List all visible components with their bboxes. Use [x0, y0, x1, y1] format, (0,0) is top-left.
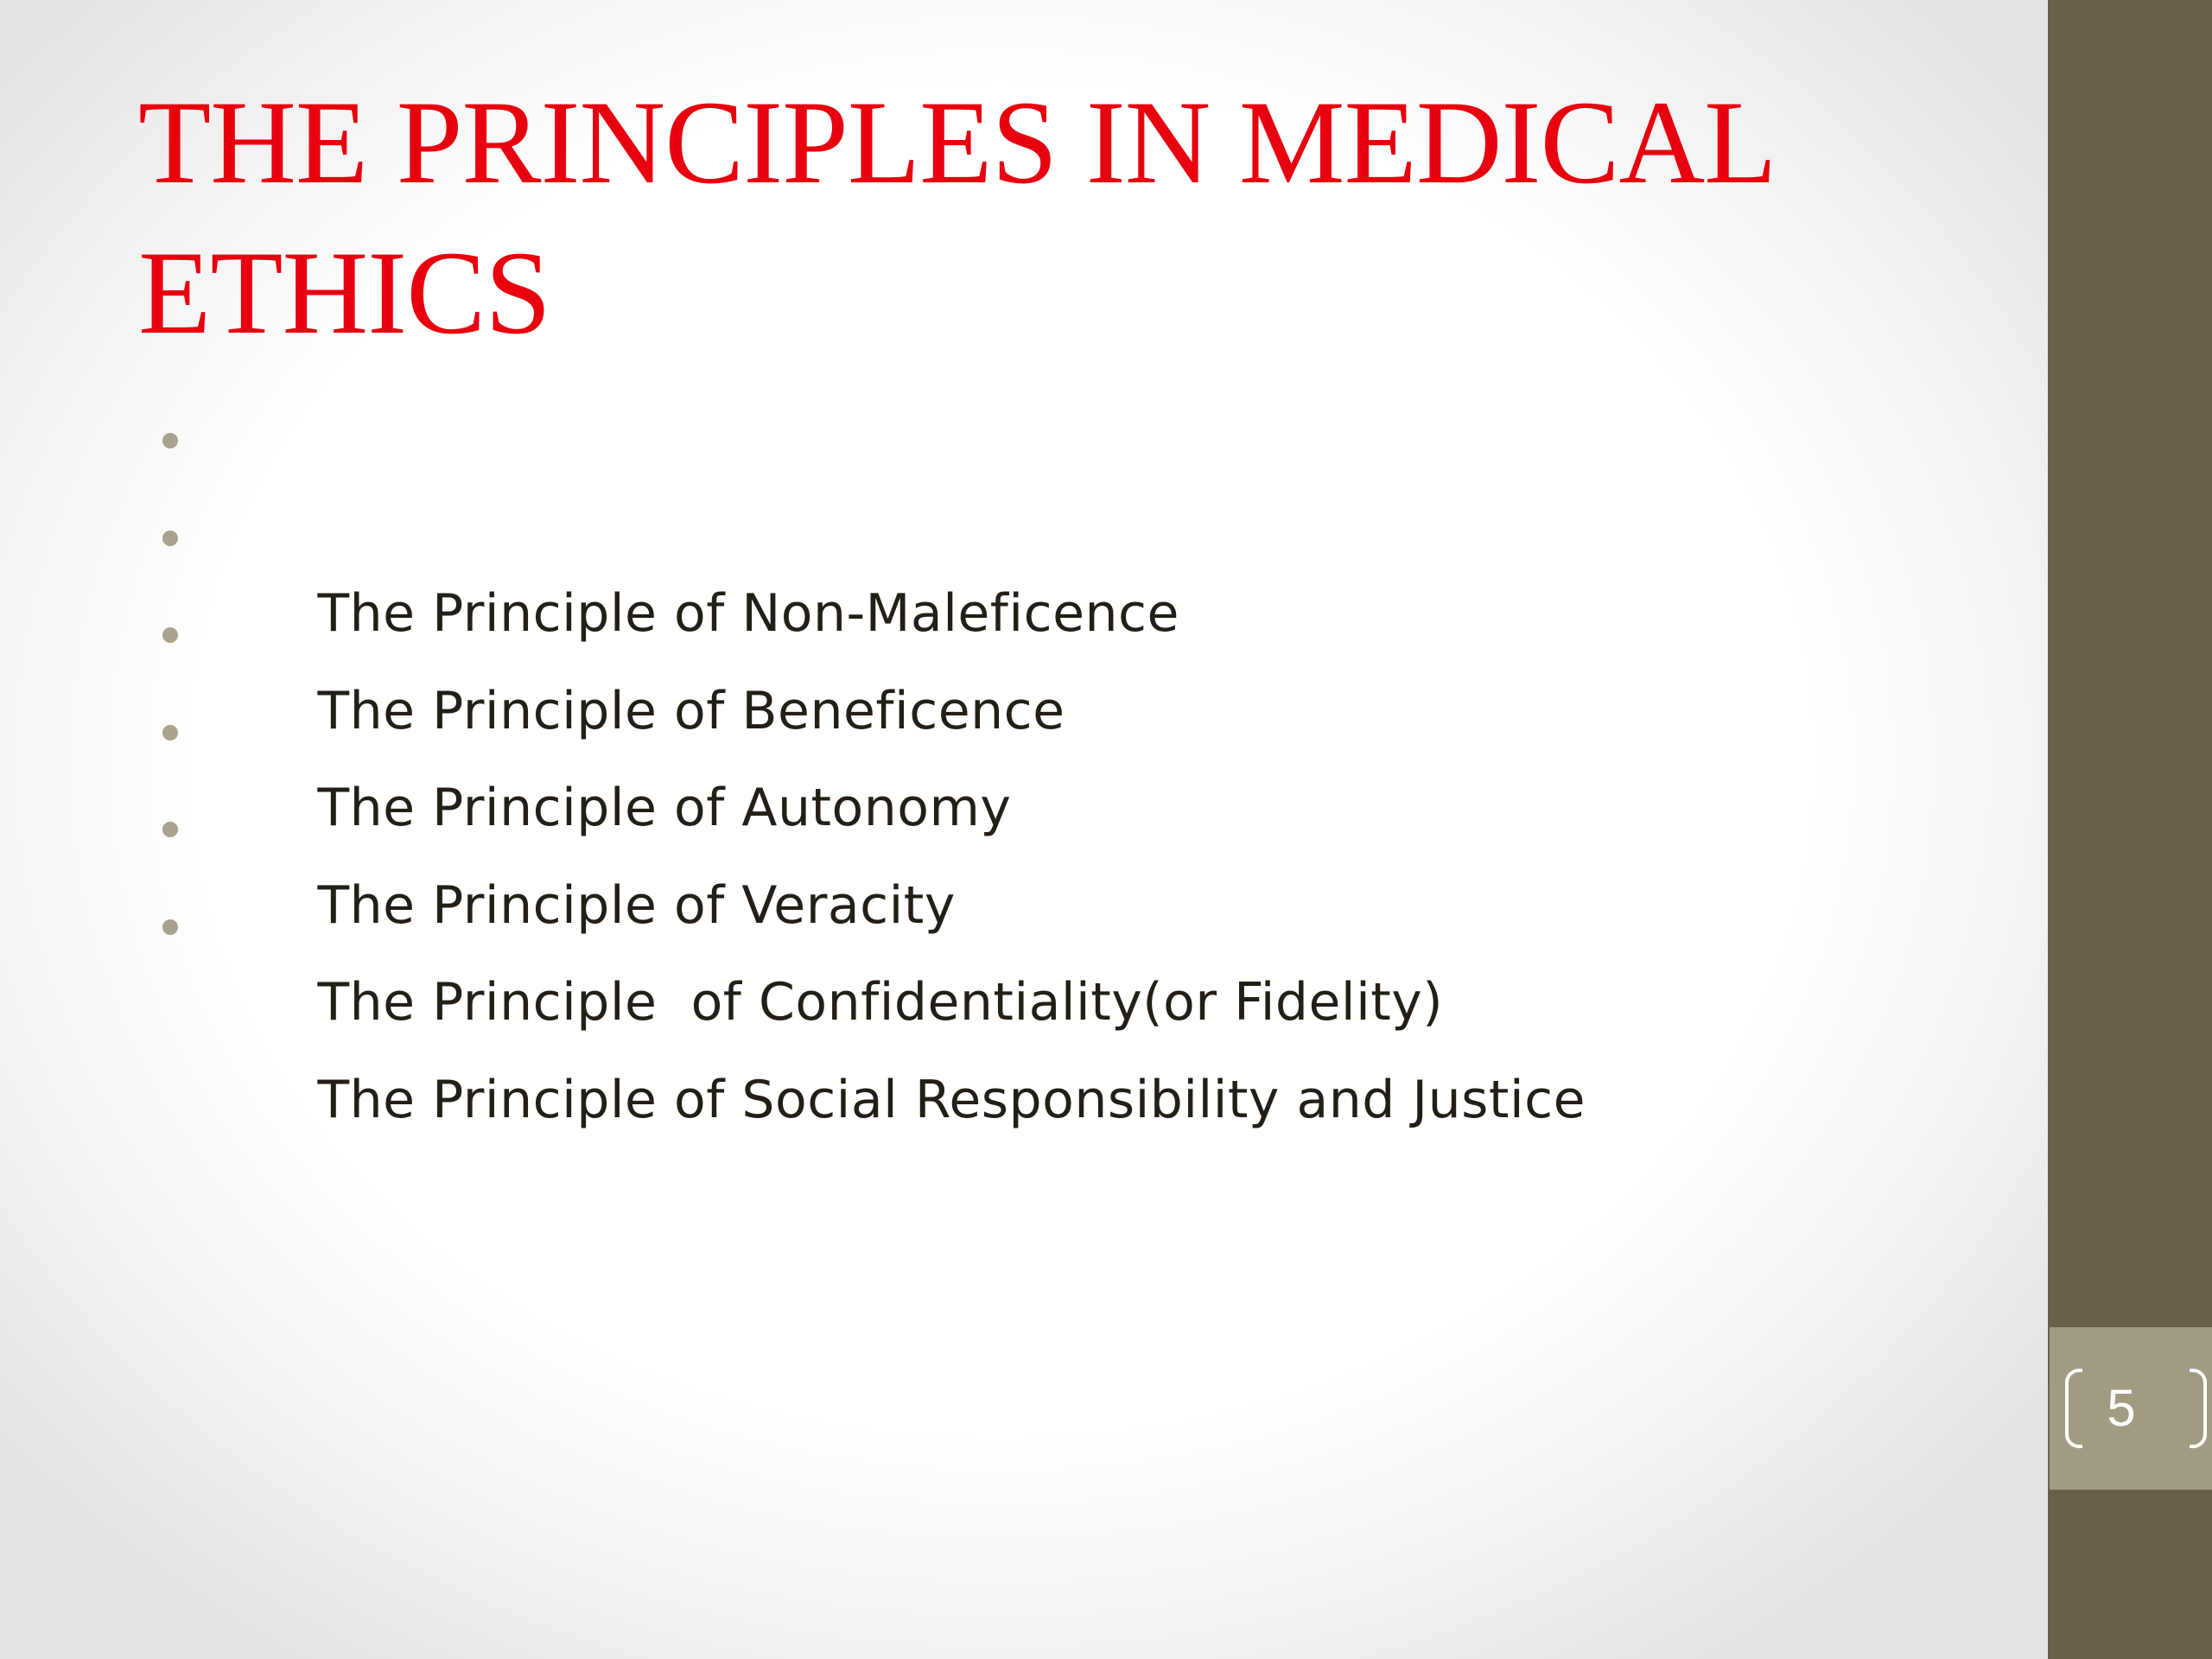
bullet-text: The Principle of Non-Maleficence: [317, 583, 1179, 644]
bullet-icon: [162, 627, 178, 643]
page-number: 5: [2107, 1379, 2136, 1437]
page-number-box: [2050, 1327, 2212, 1490]
right-bracket-icon: [2190, 1369, 2207, 1448]
bullet-text: The Principle of Social Responsibility and Justice: [317, 1069, 1586, 1130]
bullet-list: [138, 397, 1586, 1130]
bullet-text: The Principle of Veracity: [317, 874, 956, 936]
bullet-icon: [162, 822, 178, 837]
bullet-text: The Principle of Autonomy: [317, 778, 1012, 839]
bullet-item: [138, 397, 1586, 644]
bullet-text: The Principle of Beneficence: [317, 680, 1065, 741]
slide-title: THE PRINCIPLES IN MEDICAL ETHICS: [138, 76, 1772, 359]
bullet-text: The Principle of Confidentiality(or Fidelity): [317, 972, 1444, 1033]
bullet-icon: [162, 433, 178, 448]
bullet-icon: [162, 919, 178, 935]
bullet-icon: [162, 531, 178, 546]
bullet-icon: [162, 725, 178, 741]
